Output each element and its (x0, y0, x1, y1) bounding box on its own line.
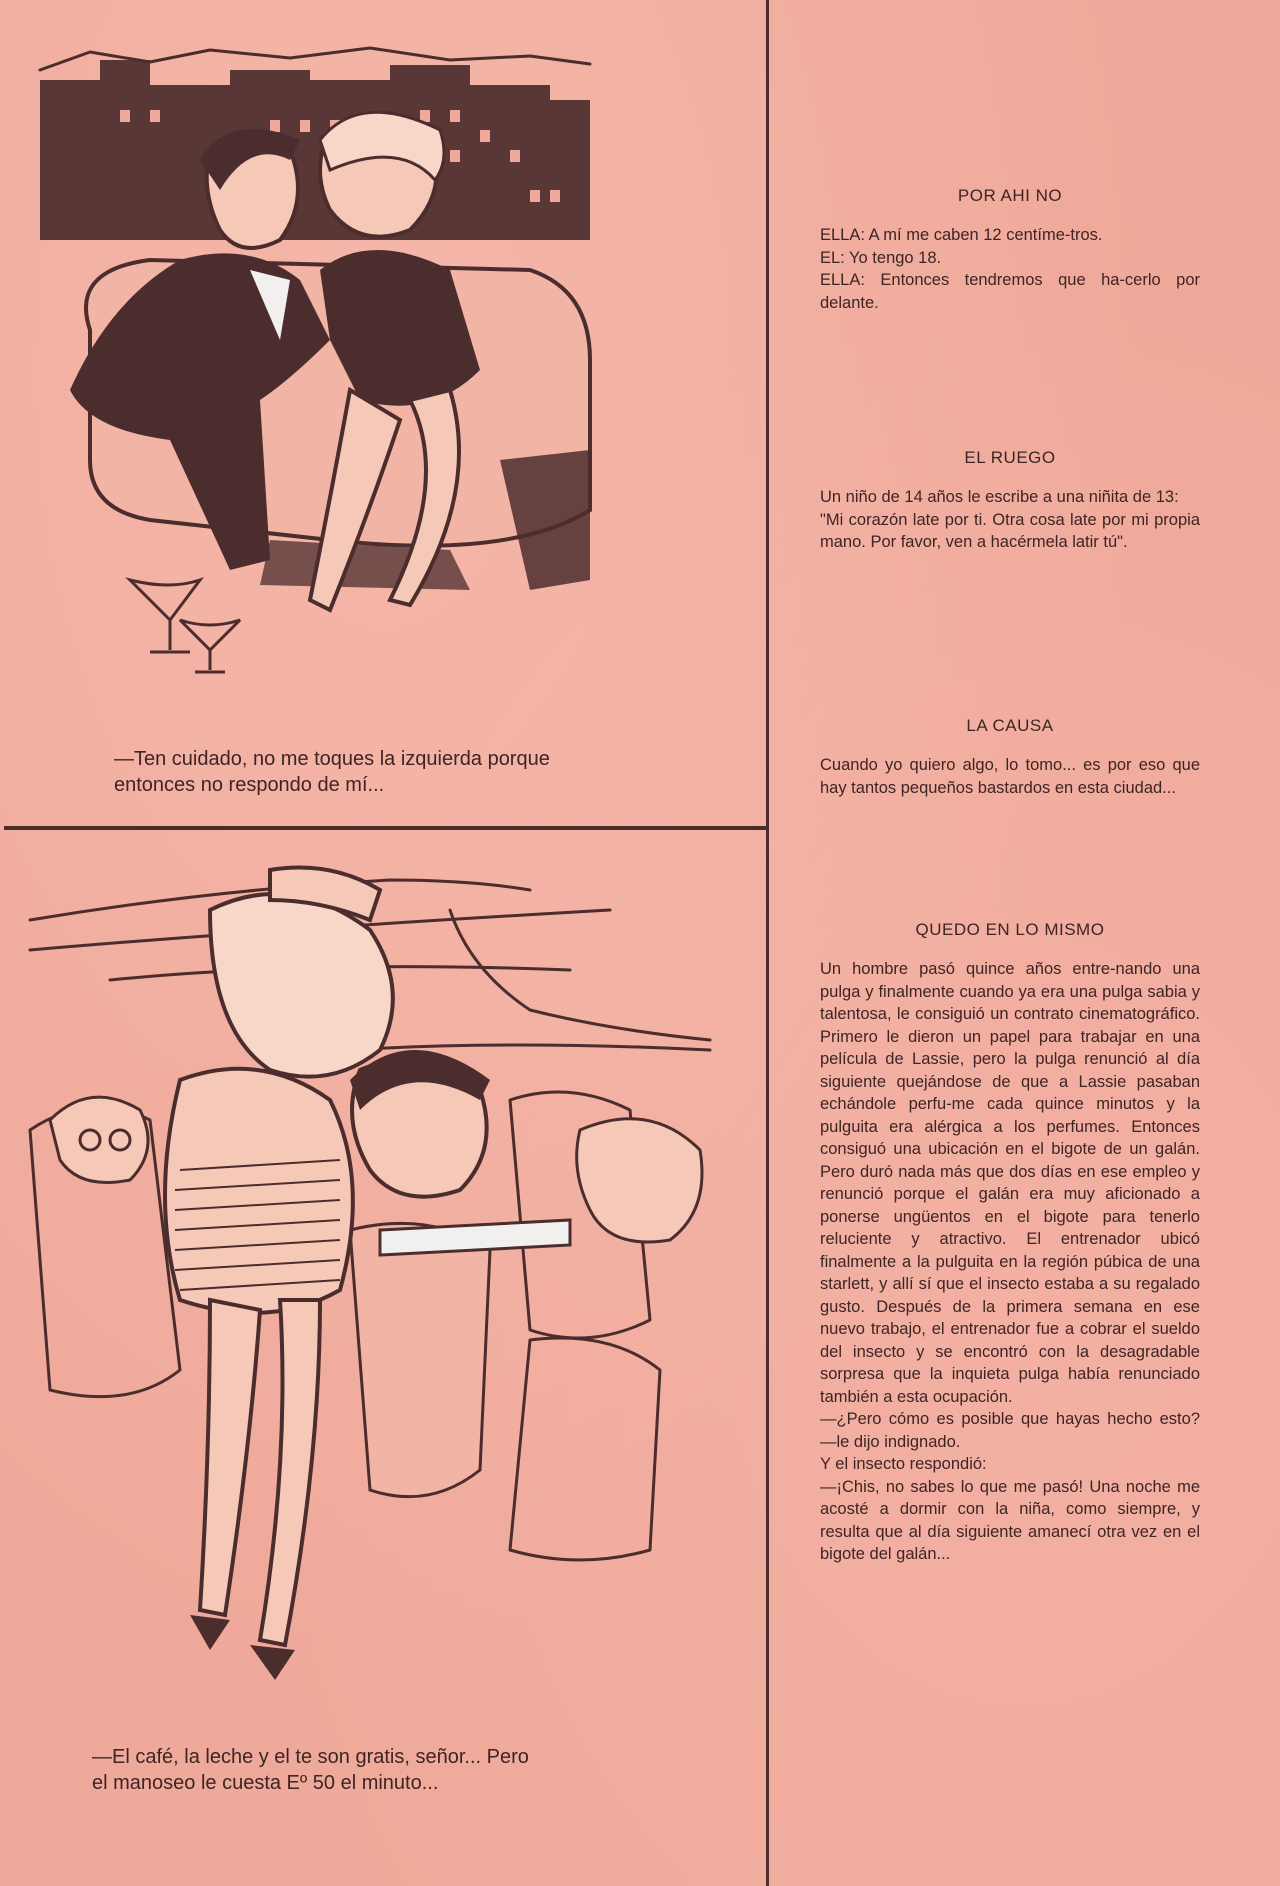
joke-body: Un niño de 14 años le escribe a una niñita de 13: "Mi corazón late por ti. Otra cosa late por mi propia mano. Por favor, ven a hacérmela latir tú". (820, 488, 1200, 551)
joke-el-ruego (820, 448, 1200, 554)
joke-la-causa (820, 716, 1200, 799)
caption-line: entonces no respondo de mí... (114, 774, 385, 796)
joke-por-ahi-no (820, 186, 1200, 314)
cartoon-1-caption (114, 746, 550, 798)
joke-title: LA CAUSA (966, 716, 1054, 735)
joke-title: EL RUEGO (964, 448, 1056, 467)
column-divider (766, 0, 769, 1886)
caption-line: —El café, la leche y el te son gratis, señor... Pero (92, 1746, 529, 1768)
cartoon-1-illustration (30, 40, 710, 700)
cartoon-2-illustration (10, 850, 750, 1730)
joke-body: Un hombre pasó quince años entre-nando una pulga y finalmente cuando ya era una pulga sabia y talentosa, le consiguió un contrato cinematográfico. Primero le dieron un papel para trabajar en una película de Lassie, pero la pulga renunció al día siguiente quejándose de que a Lassie pasaban echándole perfu-me cada quince minutos y la pulguita era alérgica a los perfumes. Entonces consiguó una ubicación en el bigote de un galán. Pero duró nada más que dos días en ese empleo y renunció porque el galán era muy aficionado a ponerse ungüentos en el bigote para tenerlo reluciente y atractivo. El entrenador ubicó finalmente a la pulguita en la región púbica de una starlett, y allí sí que el insecto estaba a su regalado gusto. Después de la primera semana en ese nuevo trabajo, el entrenador fue a cobrar el sueldo del insecto y se encontró con la desagradable sorpresa que la inquieta pulga había renunciado también a esta ocupación. —¿Pero cómo es posible que hayas hecho esto? —le dijo indignado. Y el insecto respondió: —¡Chis, no sabes lo que me pasó! Una noche me acosté a dormir con la niña, como siempre, y resulta que al día siguiente amanecí otra vez en el bigote del galán... (820, 960, 1200, 1563)
caption-line: el manoseo le cuesta Eº 50 el minuto... (92, 1772, 439, 1794)
joke-quedo-en-lo-mismo (820, 920, 1200, 1566)
joke-body: Cuando yo quiero algo, lo tomo... es por eso que hay tantos pequeños bastardos en esta ciudad... (820, 756, 1200, 797)
cartoon-2-caption (92, 1744, 529, 1796)
caption-line: —Ten cuidado, no me toques la izquierda porque (114, 748, 550, 770)
joke-title: QUEDO EN LO MISMO (915, 920, 1105, 939)
joke-body: ELLA: A mí me caben 12 centíme-tros. EL: Yo tengo 18. ELLA: Entonces tendremos que ha-cerlo por delante. (820, 226, 1200, 312)
joke-title: POR AHI NO (957, 186, 1063, 205)
panel-divider (4, 826, 768, 830)
